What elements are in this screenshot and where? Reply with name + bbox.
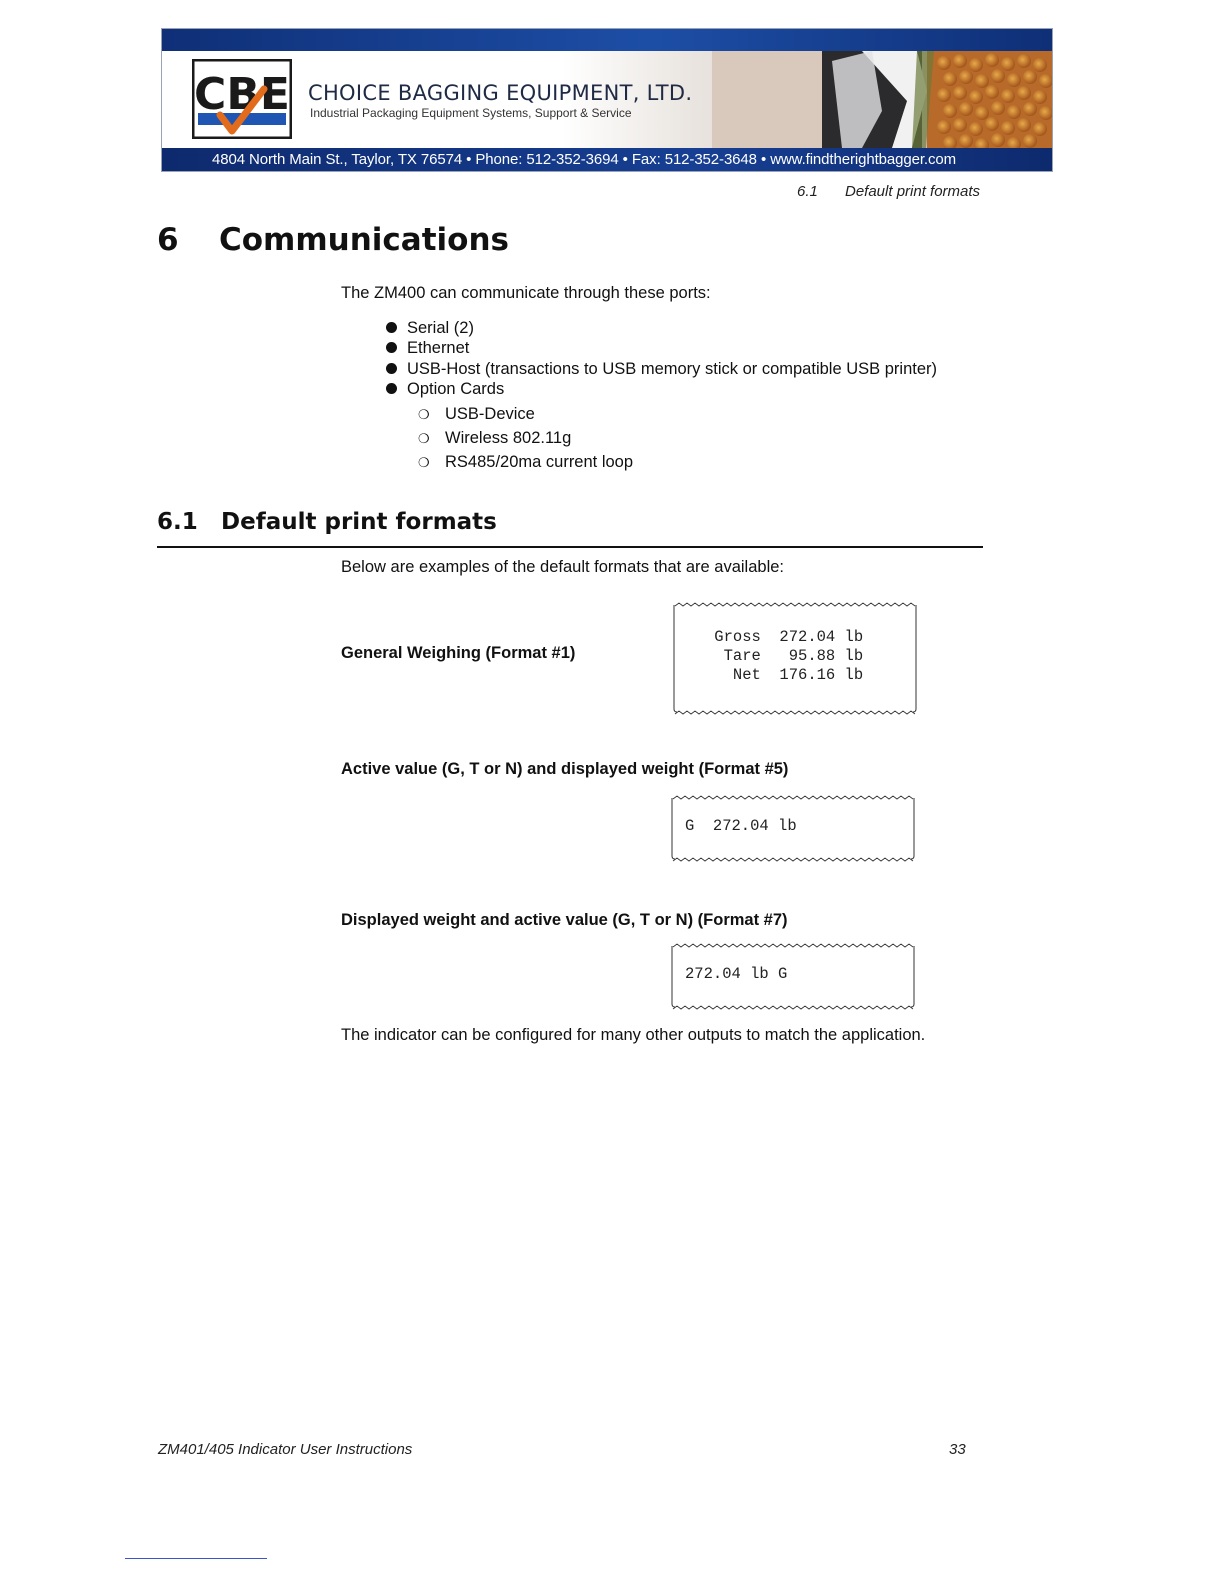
list-item-text: Option Cards (407, 379, 505, 398)
running-head (797, 183, 980, 200)
ticket-line: G 272.04 lb (685, 817, 797, 835)
ticket-line: Net 176.16 lb (705, 666, 864, 684)
footer-page-number: 33 (949, 1441, 966, 1458)
ticket-line: 272.04 lb G (685, 965, 788, 983)
ticket-torn-top-edge (675, 603, 915, 606)
closing-paragraph: The indicator can be configured for many other outputs to match the application. (341, 1026, 926, 1044)
format-1-ticket (671, 599, 919, 717)
footer-doc-title: ZM401/405 Indicator User Instructions (158, 1441, 413, 1458)
footer-rule (125, 1558, 267, 1559)
intro-paragraph: The ZM400 can communicate through these ports: (341, 284, 711, 302)
section-heading (157, 509, 497, 535)
ticket-torn-bottom-edge (675, 711, 915, 714)
section-rule (157, 546, 983, 548)
section-number: 6.1 (157, 509, 198, 535)
list-item (418, 402, 633, 426)
bullet-icon (386, 342, 397, 353)
section-intro: Below are examples of the default formats that are available: (341, 558, 784, 576)
format-5-ticket (669, 792, 917, 864)
ticket-line: Tare 95.88 lb (705, 647, 864, 665)
ticket-line: Gross 272.04 lb (705, 628, 864, 646)
format-5-label: Active value (G, T or N) and displayed weight (Format #5) (341, 760, 789, 778)
cbe-logo (192, 59, 292, 139)
hollow-bullet-icon: ❍ (418, 407, 430, 422)
list-item (386, 379, 937, 399)
list-item (418, 426, 633, 450)
ticket-torn-bottom-edge (673, 858, 913, 861)
ticket-torn-bottom-edge (673, 1006, 913, 1009)
list-item (386, 359, 937, 379)
list-item-text: RS485/20ma current loop (445, 453, 634, 471)
company-name: CHOICE BAGGING EQUIPMENT, LTD. (308, 81, 693, 105)
format-1-label: General Weighing (Format #1) (341, 644, 576, 662)
chapter-heading (157, 222, 509, 258)
banner-top-stripe (162, 29, 1052, 51)
grain-photo-image (712, 51, 1052, 148)
hollow-bullet-icon: ❍ (418, 431, 430, 446)
list-item-text: Wireless 802.11g (445, 429, 572, 447)
chapter-number: 6 (157, 222, 179, 258)
banner-address-bar (162, 148, 1052, 171)
hollow-bullet-icon: ❍ (418, 455, 430, 470)
running-head-section: 6.1 (797, 183, 818, 200)
company-banner (161, 28, 1053, 172)
list-item-text: Ethernet (407, 339, 470, 358)
ports-list (386, 318, 937, 399)
format-7-ticket (669, 940, 917, 1012)
option-cards-list (418, 402, 633, 474)
list-item (418, 450, 633, 474)
chapter-title: Communications (219, 222, 509, 258)
bullet-icon (386, 383, 397, 394)
list-item (386, 318, 937, 338)
running-head-title: Default print formats (845, 183, 981, 200)
bullet-icon (386, 322, 397, 333)
company-address: 4804 North Main St., Taylor, TX 76574 • Phone: 512-352-3694 • Fax: 512-352-3648 • www.findtherightbagger.com (212, 151, 957, 168)
company-tagline: Industrial Packaging Equipment Systems, Support & Service (310, 106, 632, 120)
format-7-label: Displayed weight and active value (G, T or N) (Format #7) (341, 911, 788, 929)
ticket-torn-top-edge (673, 944, 913, 947)
ticket-torn-top-edge (673, 796, 913, 799)
list-item-text: USB-Host (transactions to USB memory stick or compatible USB printer) (407, 359, 937, 378)
list-item-text: Serial (2) (407, 319, 474, 337)
list-item (386, 338, 937, 358)
bullet-icon (386, 363, 397, 374)
section-title: Default print formats (221, 509, 497, 535)
list-item-text: USB-Device (445, 405, 535, 423)
logo-lettering: CBE (194, 69, 290, 120)
